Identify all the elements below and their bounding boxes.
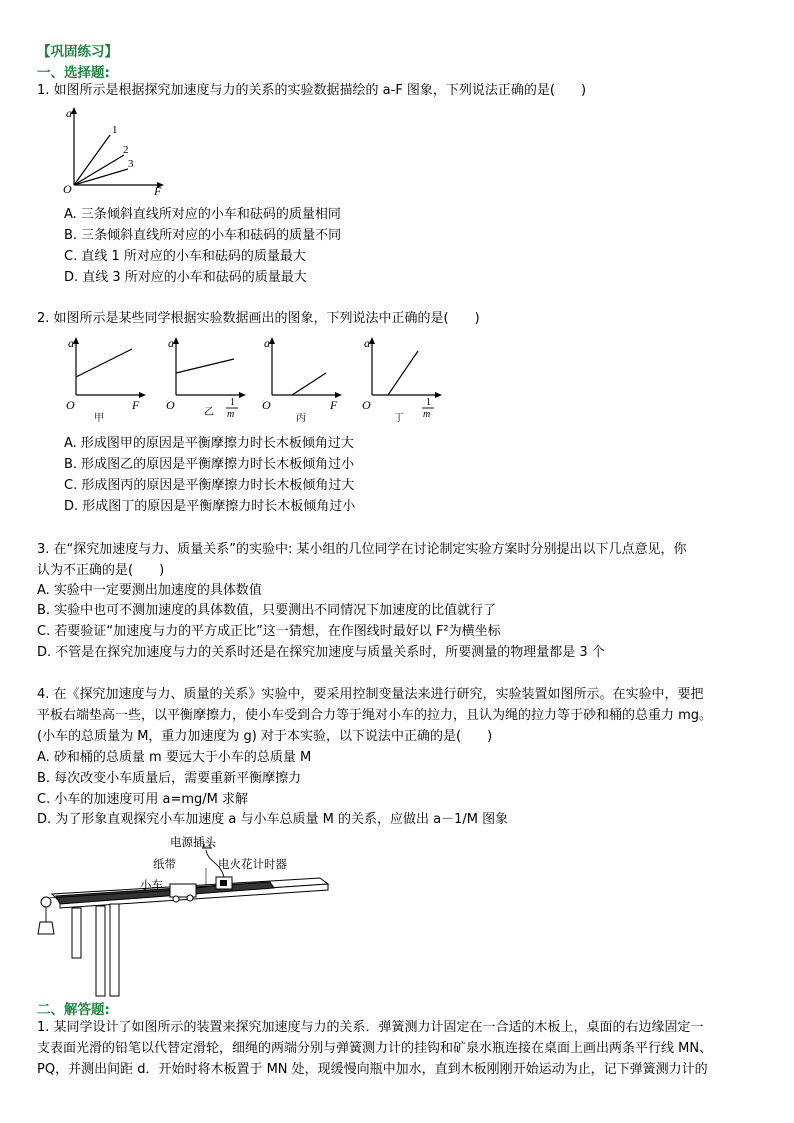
q2-graph-ding bbox=[358, 333, 446, 425]
q1-line-3 bbox=[74, 169, 128, 185]
q2-bing-x-label: F bbox=[330, 398, 338, 412]
bucket-icon bbox=[38, 922, 54, 934]
q2-yi-origin: O bbox=[166, 398, 175, 412]
q2-yi-caption: 乙 bbox=[204, 407, 214, 418]
q2-ding-x-denominator: m bbox=[423, 409, 431, 420]
q4-stem-line2: 平板右端垫高一些，以平衡摩擦力，使小车受到合力等于绳对小车的拉力，且认为绳的拉力等于砂和桶的总重力 mg。 bbox=[37, 708, 713, 723]
q4-option-a: A. 砂和桶的总质量 m 要远大于小车的总质量 M bbox=[37, 750, 312, 765]
q2-option-d: D. 形成图丁的原因是平衡摩擦力时长木板倾角过小 bbox=[64, 499, 356, 514]
q2-option-c: C. 形成图丙的原因是平衡摩擦力时长木板倾角过大 bbox=[64, 478, 355, 493]
q2-graph-bing bbox=[258, 333, 346, 425]
p1-line1: 1. 某同学设计了如图所示的装置来探究加速度与力的关系．弹簧测力计固定在一合适的木板上，桌面的右边缘固定一 bbox=[37, 1020, 704, 1035]
q3-option-a: A. 实验中一定要测出加速度的具体数值 bbox=[37, 583, 262, 598]
q2-yi-x-denominator: m bbox=[227, 409, 235, 420]
q2-option-a: A. 形成图甲的原因是平衡摩擦力时长木板倾角过大 bbox=[64, 436, 354, 451]
q1-label-3: 3 bbox=[128, 158, 134, 170]
pulley-icon bbox=[41, 897, 51, 907]
label-spark-timer: 电火花计时器 bbox=[218, 857, 287, 871]
q1-axis-x-label: F bbox=[154, 184, 162, 197]
q2-bing-caption: 丙 bbox=[296, 413, 306, 424]
q4-option-d: D. 为了形象直观探究小车加速度 a 与小车总质量 M 的关系，应做出 a－1/M 图象 bbox=[37, 812, 509, 827]
cart-icon bbox=[170, 884, 196, 897]
q4-stem-line1: 4. 在《探究加速度与力、质量的关系》实验中，要采用控制变量法来进行研究，实验装置如图所示。在实验中，要把 bbox=[37, 687, 704, 702]
q2-bing-y-label: a bbox=[264, 336, 270, 350]
q1-graph bbox=[60, 105, 170, 197]
q2-yi-x-numerator: 1 bbox=[230, 397, 235, 408]
q4-apparatus-figure bbox=[30, 832, 350, 1000]
q3-option-d: D. 不管是在探究加速度与力的关系时还是在探究加速度与质量关系时，所要测量的物理量都是 3 个 bbox=[37, 645, 605, 660]
q1-origin-label: O bbox=[63, 182, 72, 196]
q1-line-1 bbox=[74, 135, 110, 185]
q1-axis-y-label: a bbox=[66, 106, 72, 120]
q1-option-d: D. 直线 3 所对应的小车和砝码的质量最大 bbox=[64, 270, 307, 285]
q2-jia-origin: O bbox=[66, 398, 75, 412]
section-title: 【巩固练习】 bbox=[37, 44, 118, 60]
q1-option-b: B. 三条倾斜直线所对应的小车和砝码的质量不同 bbox=[64, 228, 342, 243]
label-paper-tape: 纸带 bbox=[153, 857, 176, 871]
q1-line-2 bbox=[74, 155, 124, 185]
q2-ding-x-numerator: 1 bbox=[426, 397, 431, 408]
q2-ding-origin: O bbox=[362, 398, 371, 412]
q2-ding-y-label: a bbox=[364, 336, 370, 350]
q2-ding-caption: 丁 bbox=[394, 413, 404, 424]
part2-title: 二、解答题: bbox=[37, 1002, 110, 1018]
q3-stem-line2: 认为不正确的是( ) bbox=[37, 563, 165, 578]
q4-stem-line3: (小车的总质量为 M，重力加速度为 g) 对于本实验，以下说法中正确的是( ) bbox=[37, 729, 493, 744]
q4-option-c: C. 小车的加速度可用 a=mg/M 求解 bbox=[37, 792, 248, 807]
q2-jia-x-label: F bbox=[132, 398, 140, 412]
q1-option-c: C. 直线 1 所对应的小车和砝码的质量最大 bbox=[64, 249, 306, 264]
q2-graph-jia bbox=[62, 333, 150, 425]
part1-title: 一、选择题: bbox=[37, 65, 110, 81]
q2-option-b: B. 形成图乙的原因是平衡摩擦力时长木板倾角过小 bbox=[64, 457, 355, 472]
p1-line3: PQ，并测出间距 d．开始时将木板置于 MN 处，现缓慢向瓶中加水，直到木板刚刚开始运动为止，记下弹簧测力计的 bbox=[37, 1062, 708, 1077]
q1-option-a: A. 三条倾斜直线所对应的小车和砝码的质量相同 bbox=[64, 207, 341, 222]
q2-graph-yi bbox=[162, 333, 250, 425]
q4-option-b: B. 每次改变小车质量后，需要重新平衡摩擦力 bbox=[37, 771, 302, 786]
p1-line2: 支表面光滑的铅笔以代替定滑轮，细绳的两端分别与弹簧测力计的挂钩和矿泉水瓶连接在桌面上画出两条平行线 MN、 bbox=[37, 1041, 713, 1056]
label-power-plug: 电源插头 bbox=[170, 835, 216, 849]
q2-bing-origin: O bbox=[262, 398, 271, 412]
q2-yi-y-label: a bbox=[168, 336, 174, 350]
q1-stem: 1. 如图所示是根据探究加速度与力的关系的实验数据描绘的 a-F 图象，下列说法正确的是( ) bbox=[37, 83, 587, 98]
q3-option-c: C. 若要验证“加速度与力的平方成正比”这一猜想，在作图线时最好以 F²为横坐标 bbox=[37, 624, 501, 639]
q1-label-1: 1 bbox=[112, 124, 118, 136]
q2-jia-caption: 甲 bbox=[94, 413, 104, 424]
q2-jia-y-label: a bbox=[68, 336, 74, 350]
q3-stem-line1: 3. 在“探究加速度与力、质量关系”的实验中: 某小组的几位同学在讨论制定实验方案时分别提出以下几点意见，你 bbox=[37, 542, 687, 557]
label-cart: 小车 bbox=[140, 878, 163, 892]
q1-label-2: 2 bbox=[123, 144, 129, 156]
q3-option-b: B. 实验中也可不测加速度的具体数值，只要测出不同情况下加速度的比值就行了 bbox=[37, 603, 497, 618]
q2-stem: 2. 如图所示是某些同学根据实验数据画出的图象，下列说法中正确的是( ) bbox=[37, 311, 480, 326]
